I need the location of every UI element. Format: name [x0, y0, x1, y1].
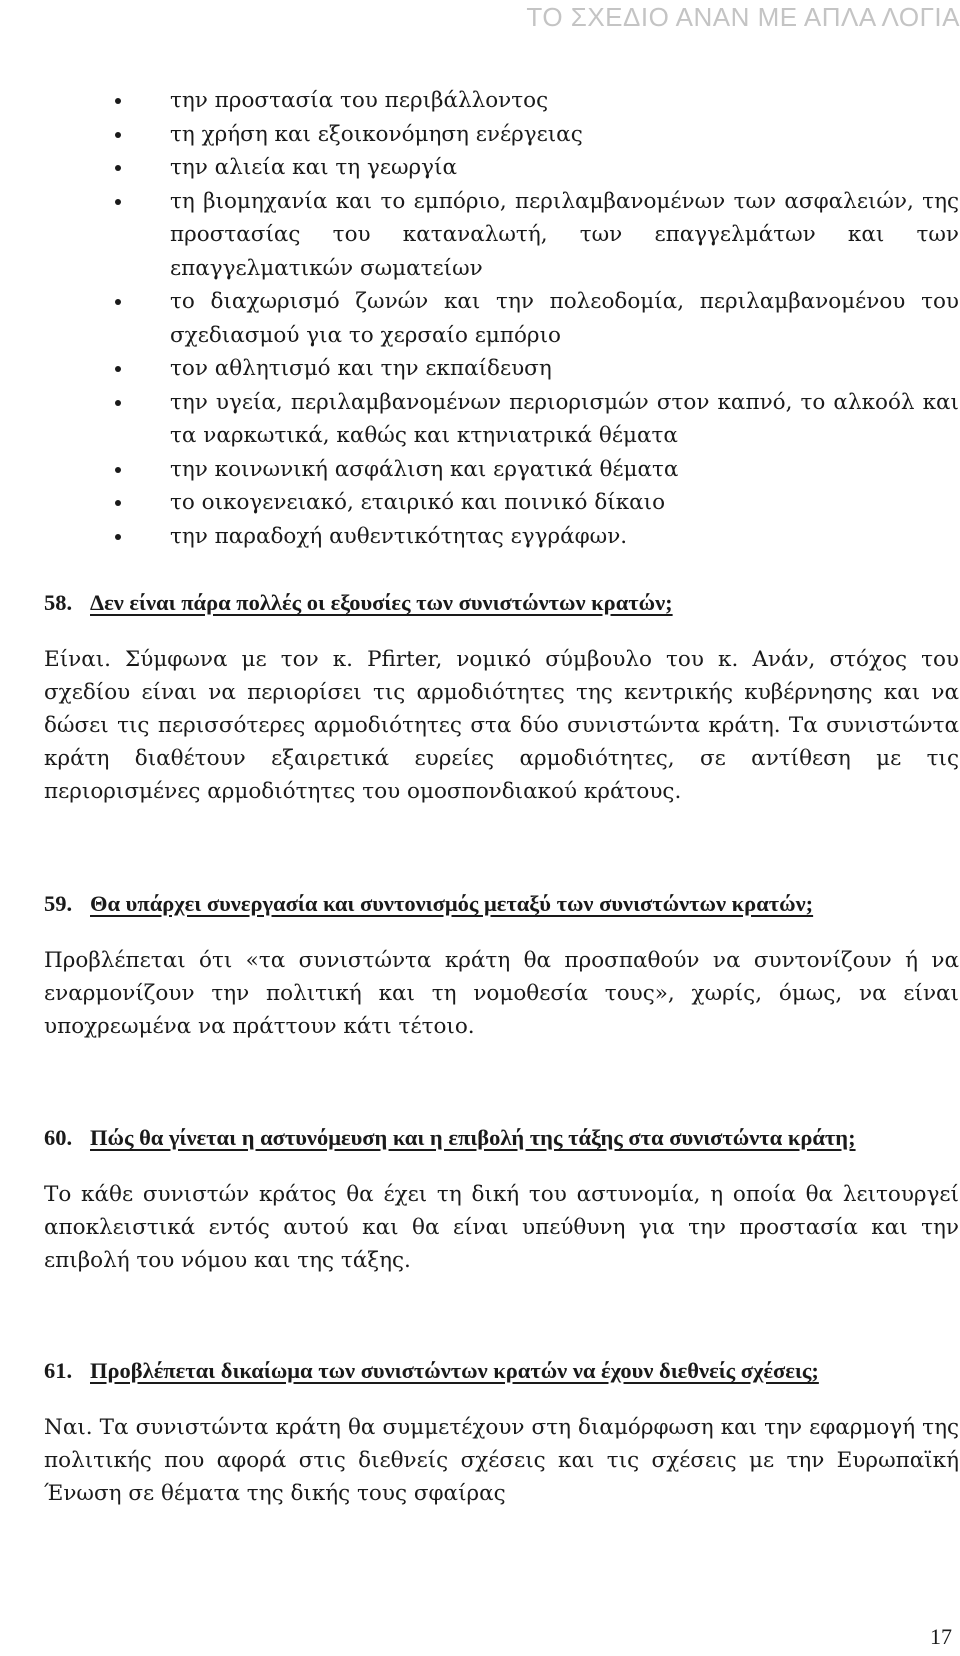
question-text: Προβλέπεται δικαίωμα των συνιστώντων κρατών να έχουν διεθνείς σχέσεις;	[90, 1358, 819, 1383]
qa-section-60	[44, 1120, 959, 1277]
question-number: 58.	[44, 590, 73, 615]
list-item: τη χρήση και εξοικονόμηση ενέργειας	[44, 118, 959, 152]
bullet-icon	[115, 299, 121, 305]
list-item: τη βιομηχανία και το εμπόριο, περιλαμβανομένων των ασφαλειών, της προστασίας του καταναλωτή, των επαγγελμάτων και των επαγγελματικών σωματείων	[44, 185, 959, 286]
bullet-icon	[115, 98, 121, 104]
qa-section-61	[44, 1353, 959, 1510]
list-item: την προστασία του περιβάλλοντος	[44, 84, 959, 118]
bullet-icon	[115, 366, 121, 372]
bullet-icon	[115, 467, 121, 473]
qa-section-58	[44, 585, 959, 808]
question-number: 60.	[44, 1125, 73, 1150]
list-item: την παραδοχή αυθεντικότητας εγγράφων.	[44, 520, 959, 554]
answer-paragraph: Το κάθε συνιστών κράτος θα έχει τη δική του αστυνομία, η οποία θα λειτουργεί αποκλειστικά εντός αυτού και θα είναι υπεύθυνη για την προστασία και την επιβολή του νόμου και της τάξης.	[44, 1182, 959, 1273]
question-text: Δεν είναι πάρα πολλές οι εξουσίες των συνιστώντων κρατών;	[90, 590, 673, 615]
question-number: 61.	[44, 1358, 73, 1383]
answer-paragraph: Είναι. Σύμφωνα με τον κ. Pfirter, νομικό σύμβουλο του κ. Ανάν, στόχος του σχεδίου είναι να περιορίσει τις αρμοδιότητες της κεντρικής κυβέρνησης και να δώσει τις περισσότερες αρμοδιότητες στα δύο συνιστώντα κράτη. Τα συνιστώντα κράτη διαθέτουν εξαιρετικά ευρείες αρμοδιότητες, σε αντίθεση με τις περιορισμένες αρμοδιότητες του ομοσπονδιακού κράτους.	[44, 647, 959, 804]
question-text: Θα υπάρχει συνεργασία και συντονισμός μεταξύ των συνιστώντων κρατών;	[90, 891, 814, 916]
bullet-icon	[115, 500, 121, 506]
question-heading	[44, 1120, 959, 1156]
bullet-icon	[115, 199, 121, 205]
question-heading	[44, 886, 959, 922]
list-item: το διαχωρισμό ζωνών και την πολεοδομία, περιλαμβανομένου του σχεδιασμού για το χερσαίο εμπόριο	[44, 285, 959, 352]
question-heading	[44, 585, 959, 621]
list-item: τον αθλητισμό και την εκπαίδευση	[44, 352, 959, 386]
page-number: 17	[930, 1624, 952, 1649]
list-item: την κοινωνική ασφάλιση και εργατικά θέματα	[44, 453, 959, 487]
question-number: 59.	[44, 891, 73, 916]
bullet-icon	[115, 400, 121, 406]
question-text: Πώς θα γίνεται η αστυνόμευση και η επιβολή της τάξης στα συνιστώντα κράτη;	[90, 1125, 856, 1150]
list-item: το οικογενειακό, εταιρικό και ποινικό δίκαιο	[44, 486, 959, 520]
question-heading	[44, 1353, 959, 1389]
competences-bullet-list	[44, 84, 959, 553]
qa-section-59	[44, 886, 959, 1043]
answer-paragraph: Προβλέπεται ότι «τα συνιστώντα κράτη θα προσπαθούν να συντονίζουν ή να εναρμονίζουν την πολιτική και τη νομοθεσία τους», χωρίς, όμως, να είναι υποχρεωμένα να πράττουν κάτι τέτοιο.	[44, 948, 959, 1039]
list-item: την αλιεία και τη γεωργία	[44, 151, 959, 185]
bullet-icon	[115, 534, 121, 540]
bullet-icon	[115, 165, 121, 171]
list-item: την υγεία, περιλαμβανομένων περιορισμών στον καπνό, το αλκοόλ και τα ναρκωτικά, καθώς και κτηνιατρικά θέματα	[44, 386, 959, 453]
answer-paragraph: Ναι. Τα συνιστώντα κράτη θα συμμετέχουν στη διαμόρφωση και την εφαρμογή της πολιτικής που αφορά στις διεθνείς σχέσεις και τις σχέσεις με την Ευρωπαϊκή Ένωση σε θέματα της δικής τους σφαίρας	[44, 1415, 959, 1506]
bullet-icon	[115, 132, 121, 138]
running-header: ΤΟ ΣΧΕΔΙΟ ΑΝΑΝ ΜΕ ΑΠΛΑ ΛΟΓΙΑ	[526, 2, 960, 32]
